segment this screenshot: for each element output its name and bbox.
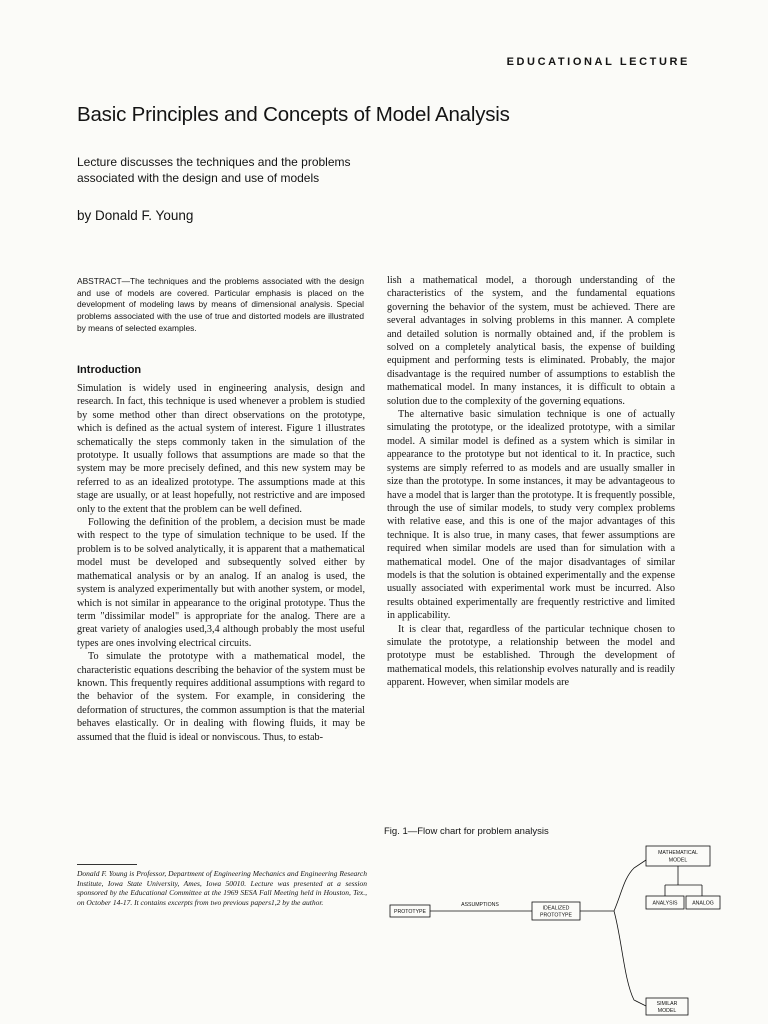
right-column: [387, 274, 675, 690]
paragraph: Simulation is widely used in engineering analysis, design and research. In fact, this technique is used whenever a problem is studied by some method other than direct observations on the prototype, which is defined as the actual system of interest. Figure 1 illustrates schematically the steps commonly taken in the simulation of the prototype. It usually follows that assumptions are made so that the system may be more precisely defined, and this new system may be referred to as an idealized prototype. The assumptions made at this stage are usually, or at least hopefully, not restrictive and are imposed only to the extent that the problem can be well defined.: [77, 383, 365, 515]
paragraph: lish a mathematical model, a thorough understanding of the characteristics of the system, and the fundamental equations governing the behavior of the system, must be achieved. There are several advantages in solving problems in this manner. A complete and detailed solution is normally obtained and, if the problem is solved on a completely analytical basis, the expense of building equipment and performing tests is eliminated. Probably, the major disadvantage is the required number of assumptions to establish the mathematical model. In many instances, it is difficult to obtain a solution due to the complexity of the governing equations.: [387, 275, 675, 407]
node-label-analog: ANALOG: [692, 900, 714, 907]
edge-label-assumptions: ASSUMPTIONS: [461, 902, 499, 908]
node-label-similar: SIMILAR: [656, 1001, 678, 1007]
author-byline: by Donald F. Young: [77, 208, 194, 223]
section-heading-introduction: Introduction: [77, 364, 142, 376]
author-footnote: Donald F. Young is Professor, Department of Engineering Mechanics and Engineering Research Institute, Iowa State University, Ames, Iowa 50010. Lecture was presented at a session sponsored by the Educational Committee at the 1969 SESA Fall Meeting held in Houston, Tex., on October 14-17. It contains excerpts from two previous papers1,2 by the author.: [77, 869, 367, 907]
node-label-analysis: ANALYSIS: [652, 900, 678, 907]
footnote-rule: [77, 864, 137, 865]
flow-chart: [384, 840, 744, 1020]
node-label-math-model: MODEL: [668, 857, 688, 864]
node-label-prototype: PROTOTYPE: [394, 909, 426, 915]
node-label-idealized: IDEALIZED: [542, 905, 570, 912]
section-kicker: EDUCATIONAL LECTURE: [506, 56, 690, 68]
branch-down-connector: [614, 911, 646, 1006]
abstract: ABSTRACT—The techniques and the problems associated with the design and use of models are covered. Particular emphasis is placed on the development of modeling laws by means of dimensional analysis. Special problems associated with the use of true and distorted models are illustrated by means of selected examples.: [77, 276, 364, 333]
article-title: Basic Principles and Concepts of Model Analysis: [77, 103, 510, 126]
node-label-similar-model: MODEL: [657, 1008, 677, 1014]
paragraph: The alternative basic simulation technique is one of actually simulating the prototype, or the idealized prototype, with a similar model. A similar model is defined as a system which is similar in appearance to the prototype but not identical to it. In practice, such systems are simply referred to as models and are usually smaller in size than the prototype. In some instances, it may be advantageous to have a model that is larger than the prototype. It is frequently possible, through the use of similar models, to study very complex problems with relative ease, and this is one of the major advantages of this technique. It is also true, in many cases, that fewer assumptions are required when similar models are used than for simulation with a mathematical model. One of the major disadvantages of similar models is that the solution is obtained experimentally and the expense usually associated with experimental work must be incurred. Also results obtained experimentally are frequently restrictive and limited in applicability.: [387, 409, 675, 622]
branch-up-connector: [614, 860, 646, 911]
left-column: [77, 364, 365, 744]
figure-caption: Fig. 1—Flow chart for problem analysis: [384, 826, 549, 837]
paragraph: To simulate the prototype with a mathematical model, the characteristic equations describing the behavior of the system must be known. This frequently requires additional assumptions with regard to the behavior of the system. For example, in considering the deformation of structures, the common assumption is that the material behaves elastically. Or in dealing with flowing fluids, it may be assumed that the fluid is ideal or nonviscous. Thus, to estab-: [77, 651, 365, 743]
paragraph: It is clear that, regardless of the particular technique chosen to simulate the prototype, a relationship between the model and prototype must be established. Through the development of mathematical models, this relationship evolves naturally and is readily apparent. However, when similar models are: [387, 623, 675, 689]
article-deck: Lecture discusses the techniques and the problems associated with the design and use of models: [77, 155, 351, 185]
node-label-mathematical: MATHEMATICAL: [658, 850, 698, 856]
paragraph: Following the definition of the problem, a decision must be made with respect to the type of simulation technique to be used. If the problem is to be solved analytically, it is apparent that a mathematical model must be developed and subsequently solved either by mathematical analysis or by an analog. If an analog is used, the system is analyzed experimentally but with another system, or model, which is not similar in appearance to the original prototype. Thus the term "dissimilar model" is appropriate for the analog. There are a great variety of analogies used,3,4 although probably the most useful types are ones involving electrical circuits.: [77, 517, 365, 649]
node-label-idealized-prototype: PROTOTYPE: [540, 912, 572, 919]
